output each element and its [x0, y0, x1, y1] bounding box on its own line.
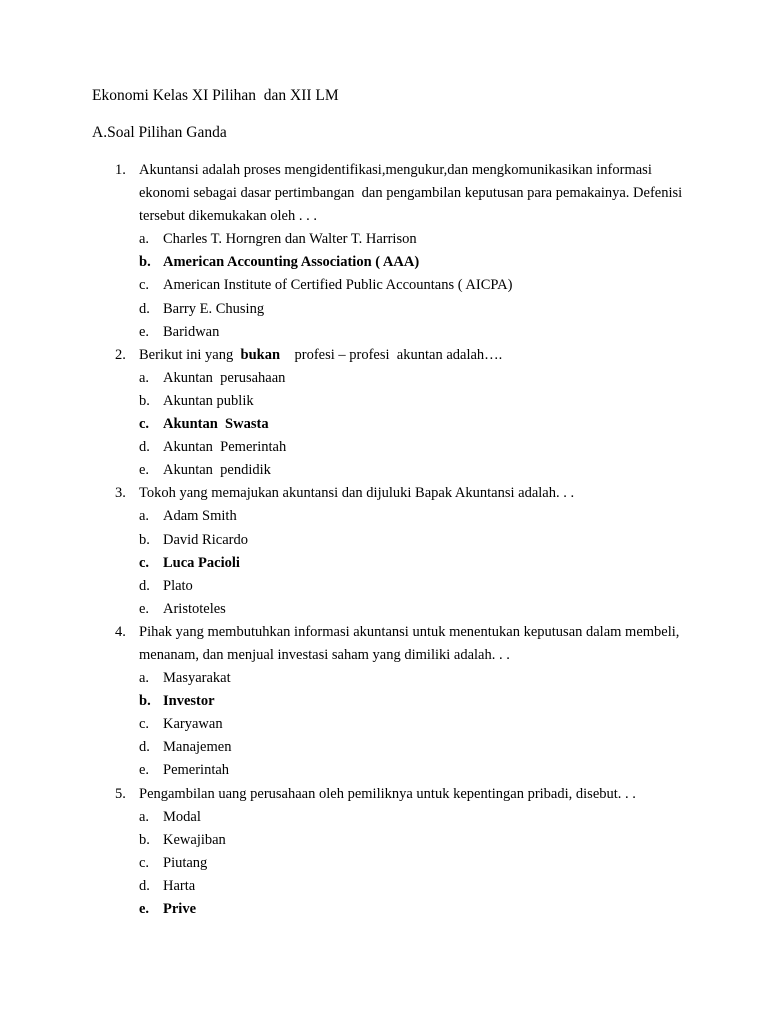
option-a	[0, 806, 768, 829]
option-text: Harta	[163, 877, 196, 894]
option-letter: a.	[139, 808, 150, 825]
option-d	[0, 575, 768, 598]
option-text: Baridwan	[163, 323, 220, 340]
option-letter: d.	[139, 577, 150, 594]
option-letter: d.	[139, 877, 150, 894]
option-letter: e.	[139, 323, 150, 340]
option-c	[0, 713, 768, 736]
option-letter: d.	[139, 739, 150, 756]
question-text: menanam, dan menjual investasi saham yang dimiliki adalah. . .	[139, 646, 510, 663]
option-text: Akuntan publik	[163, 392, 254, 409]
option-letter: d.	[139, 439, 150, 456]
question-4	[0, 621, 768, 783]
option-b	[0, 251, 768, 274]
option-letter: b.	[139, 831, 150, 848]
question-stem-line	[0, 783, 768, 806]
option-text: Kewajiban	[163, 831, 226, 848]
option-text: Plato	[163, 577, 193, 594]
option-e	[0, 898, 768, 921]
option-letter: c.	[139, 416, 150, 433]
option-b	[0, 690, 768, 713]
question-text	[139, 344, 502, 367]
option-e	[0, 459, 768, 482]
option-a	[0, 228, 768, 251]
option-text: Aristoteles	[163, 600, 226, 617]
question-text: Tokoh yang memajukan akuntansi dan dijuluki Bapak Akuntansi adalah. . .	[139, 485, 575, 502]
question-1	[0, 159, 768, 344]
option-letter: e.	[139, 762, 150, 779]
question-stem-line	[0, 159, 768, 182]
question-text: Pihak yang membutuhkan informasi akuntansi untuk menentukan keputusan dalam membeli,	[139, 623, 680, 640]
section-heading: A.Soal Pilihan Ganda	[92, 124, 227, 141]
stem-after: profesi – profesi akuntan adalah….	[280, 346, 503, 363]
option-letter: a.	[139, 231, 150, 248]
option-letter: b.	[139, 693, 151, 710]
option-a	[0, 367, 768, 390]
option-letter: b.	[139, 392, 150, 409]
stem-before: Berikut ini yang	[139, 346, 241, 363]
option-d	[0, 436, 768, 459]
option-e	[0, 759, 768, 782]
option-e	[0, 598, 768, 621]
option-letter: d.	[139, 300, 150, 317]
option-a	[0, 667, 768, 690]
option-letter: c.	[139, 854, 150, 871]
option-letter: e.	[139, 462, 150, 479]
option-b	[0, 829, 768, 852]
option-text: Karyawan	[163, 716, 223, 733]
question-stem-line	[0, 621, 768, 644]
question-number: 5.	[115, 785, 126, 802]
option-d	[0, 875, 768, 898]
question-number: 3.	[115, 485, 126, 502]
option-c	[0, 552, 768, 575]
question-text: tersebut dikemukakan oleh . . .	[139, 208, 317, 225]
question-stem-line	[0, 182, 768, 205]
question-5	[0, 783, 768, 922]
option-text: Adam Smith	[163, 508, 237, 525]
question-number: 4.	[115, 623, 126, 640]
option-letter: c.	[139, 716, 150, 733]
option-c	[0, 852, 768, 875]
option-letter: c.	[139, 554, 150, 571]
option-letter: e.	[139, 600, 150, 617]
option-text: David Ricardo	[163, 531, 248, 548]
question-3	[0, 482, 768, 621]
option-c	[0, 413, 768, 436]
option-letter: b.	[139, 254, 151, 271]
option-text: Akuntan Swasta	[163, 416, 269, 433]
option-text: Masyarakat	[163, 670, 231, 687]
question-text: ekonomi sebagai dasar pertimbangan dan pengambilan keputusan para pemakainya. Defenisi	[139, 185, 683, 202]
question-text: Pengambilan uang perusahaan oleh pemiliknya untuk kepentingan pribadi, disebut. . .	[139, 785, 636, 802]
option-text: Barry E. Chusing	[163, 300, 265, 317]
option-text: Pemerintah	[163, 762, 230, 779]
option-text: Akuntan pendidik	[163, 462, 271, 479]
option-text: Investor	[163, 693, 215, 710]
stem-emphasis: bukan	[240, 346, 281, 363]
option-text: Akuntan Pemerintah	[163, 439, 287, 456]
question-list	[0, 159, 768, 921]
question-stem-line	[0, 644, 768, 667]
option-text: American Institute of Certified Public Accountans ( AICPA)	[163, 277, 513, 294]
option-d	[0, 298, 768, 321]
question-stem-line	[0, 482, 768, 505]
option-e	[0, 321, 768, 344]
option-letter: a.	[139, 508, 150, 525]
option-b	[0, 529, 768, 552]
option-text: Modal	[163, 808, 201, 825]
option-text: Luca Pacioli	[163, 554, 240, 571]
option-text: Prive	[163, 901, 197, 917]
option-a	[0, 505, 768, 528]
option-letter: b.	[139, 531, 150, 548]
option-b	[0, 390, 768, 413]
option-text: American Accounting Association ( AAA)	[163, 254, 420, 271]
document-title: Ekonomi Kelas XI Pilihan dan XII LM	[92, 87, 339, 104]
question-text: Akuntansi adalah proses mengidentifikasi,mengukur,dan mengkomunikasikan informasi	[139, 162, 652, 178]
option-text: Piutang	[163, 854, 208, 871]
option-text: Manajemen	[163, 739, 232, 756]
option-letter: a.	[139, 670, 150, 687]
option-text: Akuntan perusahaan	[163, 369, 286, 386]
option-letter: c.	[139, 277, 150, 294]
question-stem-line	[0, 344, 768, 367]
question-stem-line	[0, 205, 768, 228]
option-letter: e.	[139, 901, 150, 917]
option-text: Charles T. Horngren dan Walter T. Harrison	[163, 231, 417, 248]
question-2	[0, 344, 768, 483]
question-number: 1.	[115, 162, 126, 178]
option-c	[0, 274, 768, 297]
question-number: 2.	[115, 346, 126, 363]
option-d	[0, 736, 768, 759]
option-letter: a.	[139, 369, 150, 386]
